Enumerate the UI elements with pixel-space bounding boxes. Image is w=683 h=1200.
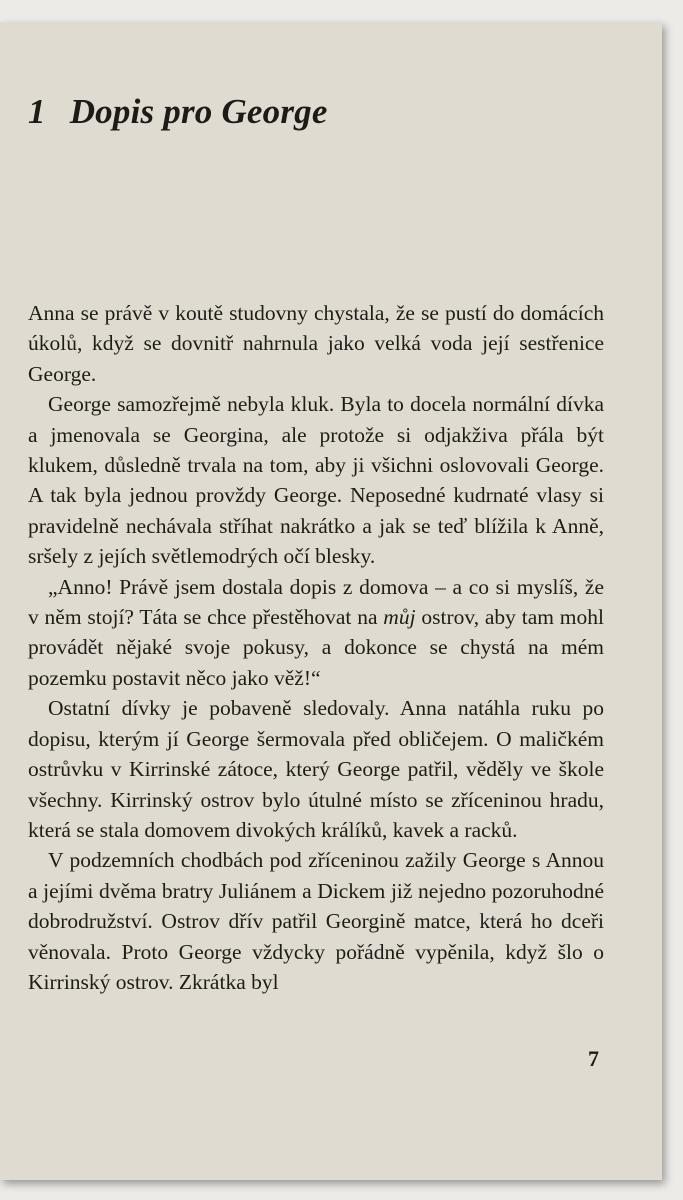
paragraph-4: Ostatní dívky je pobaveně sledovaly. Anna natáhla ruku po dopisu, kterým jí George šermovala před obličejem. O maličkém ostrůvku v Kirrinské zátoce, který George patřil, věděly ve škole všechny. Kirrinský ostrov bylo útulné místo se zříceninou hradu, která se stala domovem divokých králíků, kavek a racků. (28, 696, 604, 842)
paragraph-1: Anna se právě v koutě studovny chystala, že se pustí do domácích úkolů, když se dovnitř nahrnula jako velká voda její sestřenice George. (28, 301, 604, 386)
paragraph-3-before: „Anno! Právě jsem dostala dopis z domova – a co si myslíš, že v něm stojí? Táta se chce přestěhovat na (28, 574, 604, 630)
body-text (28, 298, 604, 997)
chapter-number: 1 (28, 92, 46, 131)
emphasized-word: můj (383, 605, 416, 630)
paragraph-2: George samozřejmě nebyla kluk. Byla to docela normální dívka a jmenovala se Georgina, ale protože si odjakživa přála být klukem, důsledně trvala na tom, aby ji všichni oslovovali George. A tak byla jednou provždy George. Neposedné kudrnaté vlasy si pravidelně nechávala stříhat nakrátko a jak se teď blížila k Anně, sršely z jejích světlemodrých očí blesky. (28, 392, 604, 569)
chapter-title: Dopis pro George (69, 92, 328, 131)
paragraph-3-after: ostrov, aby tam mohl provádět nějaké svoje pokusy, a dokonce se chystá na mém pozemku postavit něco jako věž!“ (28, 605, 604, 690)
paragraph-5: V podzemních chodbách pod zříceninou zažily George s Annou a jejími dvěma bratry Juliánem a Dickem již nejedno pozoruhodné dobrodružství. Ostrov dřív patřil Georgině matce, která ho dceři věnovala. Proto George vždycky pořádně vypěnila, když šlo o Kirrinský ostrov. Zkrátka byl (28, 848, 604, 994)
chapter-heading (28, 92, 328, 132)
page-number: 7 (588, 1046, 599, 1071)
paragraph-3 (28, 572, 604, 694)
book-page (0, 22, 662, 1180)
